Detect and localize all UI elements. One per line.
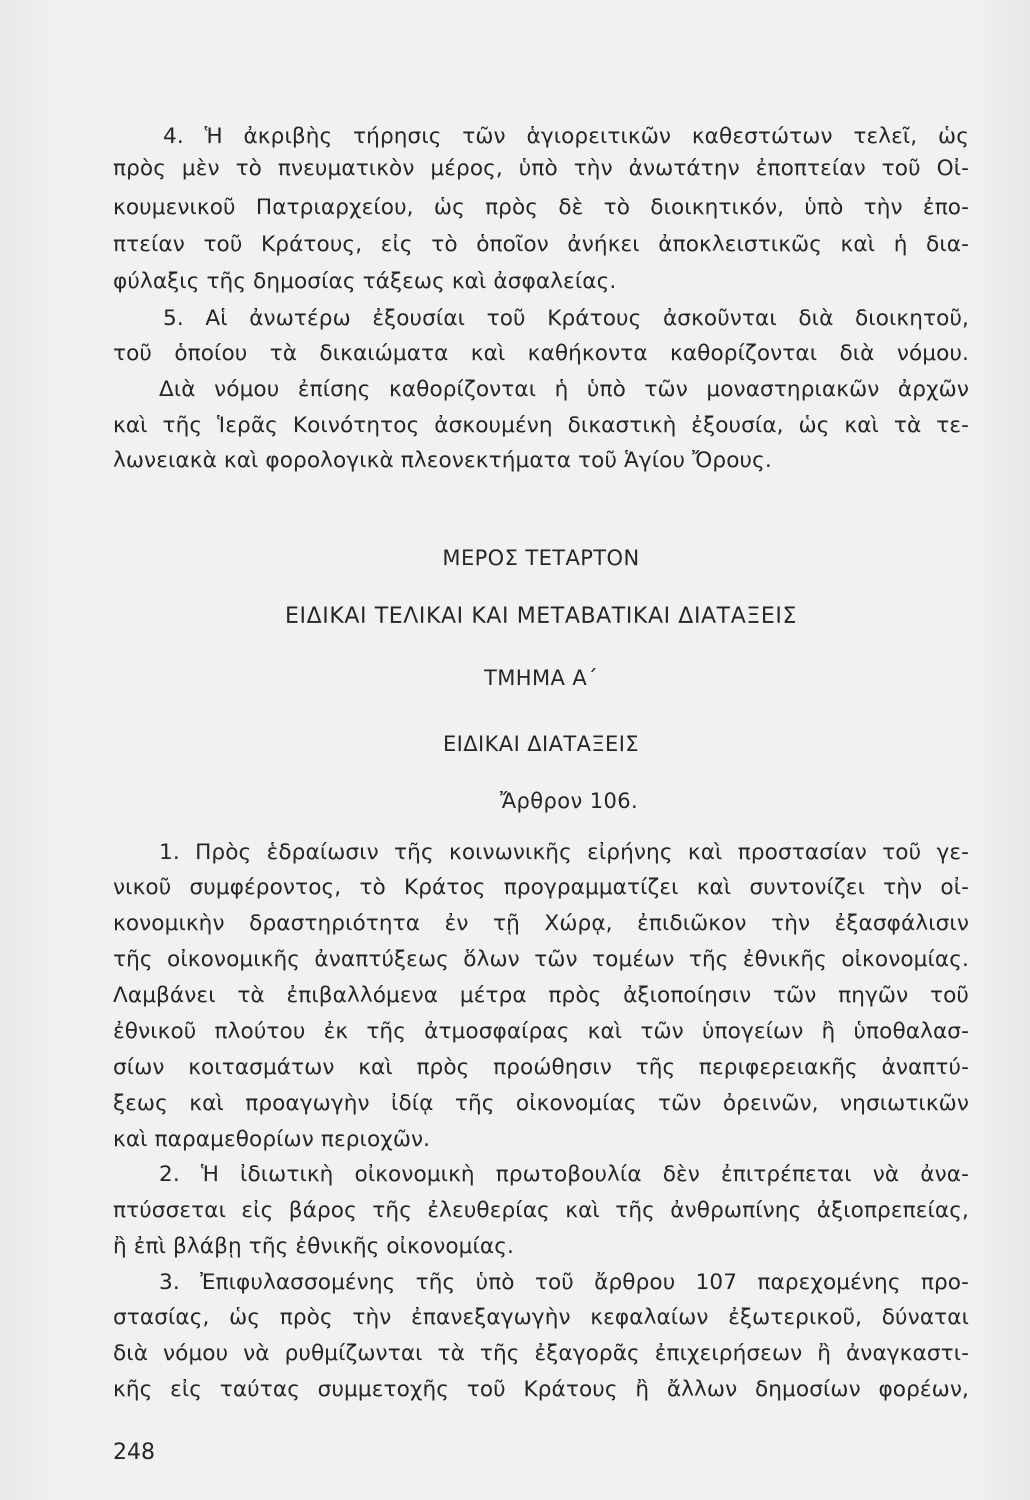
section-heading: ΤΜΗΜΑ Α΄ — [484, 666, 598, 690]
text-line: 1. Πρὸς ἑδραίωσιν τῆς κοινωνικῆς εἰρήνης καὶ προστασίαν τοῦ γε- — [159, 840, 969, 865]
text-line: καὶ τῆς Ἱερᾶς Κοινότητος ἀσκουμένη δικαστικὴ ἐξουσία, ὡς καὶ τὰ τε- — [113, 413, 969, 438]
text-line: σίων κοιτασμάτων καὶ πρὸς προώθησιν τῆς περιφερειακῆς ἀναπτύ- — [113, 1055, 969, 1080]
text-line: κονομικὴν δραστηριότητα ἐν τῇ Χώρᾳ, ἐπιδιῶκον τὴν ἐξασφάλισιν — [113, 911, 969, 936]
text-line: κῆς εἰς ταύτας συμμετοχῆς τοῦ Κράτους ἢ ἄλλων δημοσίων φορέων, — [113, 1377, 969, 1402]
main-heading: ΕΙΔΙΚΑΙ ΤΕΛΙΚΑΙ ΚΑΙ ΜΕΤΑΒΑΤΙΚΑΙ ΔΙΑΤΑΞΕΙΣ — [285, 604, 797, 629]
text-line: 4. Ἡ ἀκριβὴς τήρησις τῶν ἁγιορειτικῶν καθεστώτων τελεῖ, ὡς — [163, 124, 969, 149]
part-heading: ΜΕΡΟΣ ΤΕΤΑΡΤΟΝ — [442, 546, 640, 570]
text-line: ξεως καὶ προαγωγὴν ἰδίᾳ τῆς οἰκονομίας τῶν ὀρεινῶν, νησιωτικῶν — [113, 1091, 969, 1116]
text-line: τοῦ ὁποίου τὰ δικαιώματα καὶ καθήκοντα καθορίζονται διὰ νόμου. — [113, 341, 969, 366]
text-line: πρὸς μὲν τὸ πνευματικὸν μέρος, ὑπὸ τὴν ἀνωτάτην ἐποπτείαν τοῦ Οἰ- — [113, 156, 969, 181]
text-line: Διὰ νόμου ἐπίσης καθορίζονται ἡ ὑπὸ τῶν μοναστηριακῶν ἀρχῶν — [159, 377, 969, 402]
text-line: κουμενικοῦ Πατριαρχείου, ὡς πρὸς δὲ τὸ διοικητικόν, ὑπὸ τὴν ἐπο- — [113, 195, 969, 220]
text-line: νικοῦ συμφέροντος, τὸ Κράτος προγραμματίζει καὶ συντονίζει τὴν οἰ- — [113, 875, 969, 900]
text-line: στασίας, ὡς πρὸς τὴν ἐπανεξαγωγὴν κεφαλαίων ἐξωτερικοῦ, δύναται — [113, 1305, 969, 1330]
text-line: ἐθνικοῦ πλούτου ἐκ τῆς ἀτμοσφαίρας καὶ τῶν ὑπογείων ἢ ὑποθαλασ- — [113, 1019, 969, 1044]
text-line: 5. Αἱ ἀνωτέρω ἐξουσίαι τοῦ Κράτους ἀσκοῦνται διὰ διοικητοῦ, — [163, 306, 969, 331]
text-line: τῆς οἰκονομικῆς ἀναπτύξεως ὅλων τῶν τομέων τῆς ἐθνικῆς οἰκονομίας. — [113, 947, 969, 972]
text-line: 3. Ἐπιφυλασσομένης τῆς ὑπὸ τοῦ ἄρθρου 107 παρεχομένης προ- — [159, 1270, 969, 1295]
text-line: 2. Ἡ ἰδιωτικὴ οἰκονομικὴ πρωτοβουλία δὲν ἐπιτρέπεται νὰ ἀνα- — [159, 1162, 969, 1187]
text-line: λωνειακὰ καὶ φορολογικὰ πλεονεκτήματα τοῦ Ἁγίου Ὄρους. — [113, 448, 772, 473]
article-heading: Ἄρθρον 106. — [500, 789, 639, 813]
text-line: ἢ ἐπὶ βλάβῃ τῆς ἐθνικῆς οἰκονομίας. — [113, 1234, 514, 1259]
text-line: διὰ νόμου νὰ ρυθμίζωνται τὰ τῆς ἐξαγορᾶς ἐπιχειρήσεων ἢ ἀναγκαστι- — [113, 1341, 969, 1366]
text-line: Λαμβάνει τὰ ἐπιβαλλόμενα μέτρα πρὸς ἀξιοποίησιν τῶν πηγῶν τοῦ — [113, 983, 969, 1008]
page-number: 248 — [113, 1440, 155, 1465]
text-line: πτύσσεται εἰς βάρος τῆς ἐλευθερίας καὶ τῆς ἀνθρωπίνης ἀξιοπρεπείας, — [113, 1198, 969, 1223]
text-line: φύλαξις τῆς δημοσίας τάξεως καὶ ἀσφαλείας. — [113, 269, 617, 294]
text-line: πτείαν τοῦ Κράτους, εἰς τὸ ὁποῖον ἀνήκει ἀποκλειστικῶς καὶ ἡ δια- — [113, 232, 969, 257]
sub-heading: ΕΙΔΙΚΑΙ ΔΙΑΤΑΞΕΙΣ — [443, 732, 639, 756]
text-line: καὶ παραμεθορίων περιοχῶν. — [113, 1127, 431, 1152]
